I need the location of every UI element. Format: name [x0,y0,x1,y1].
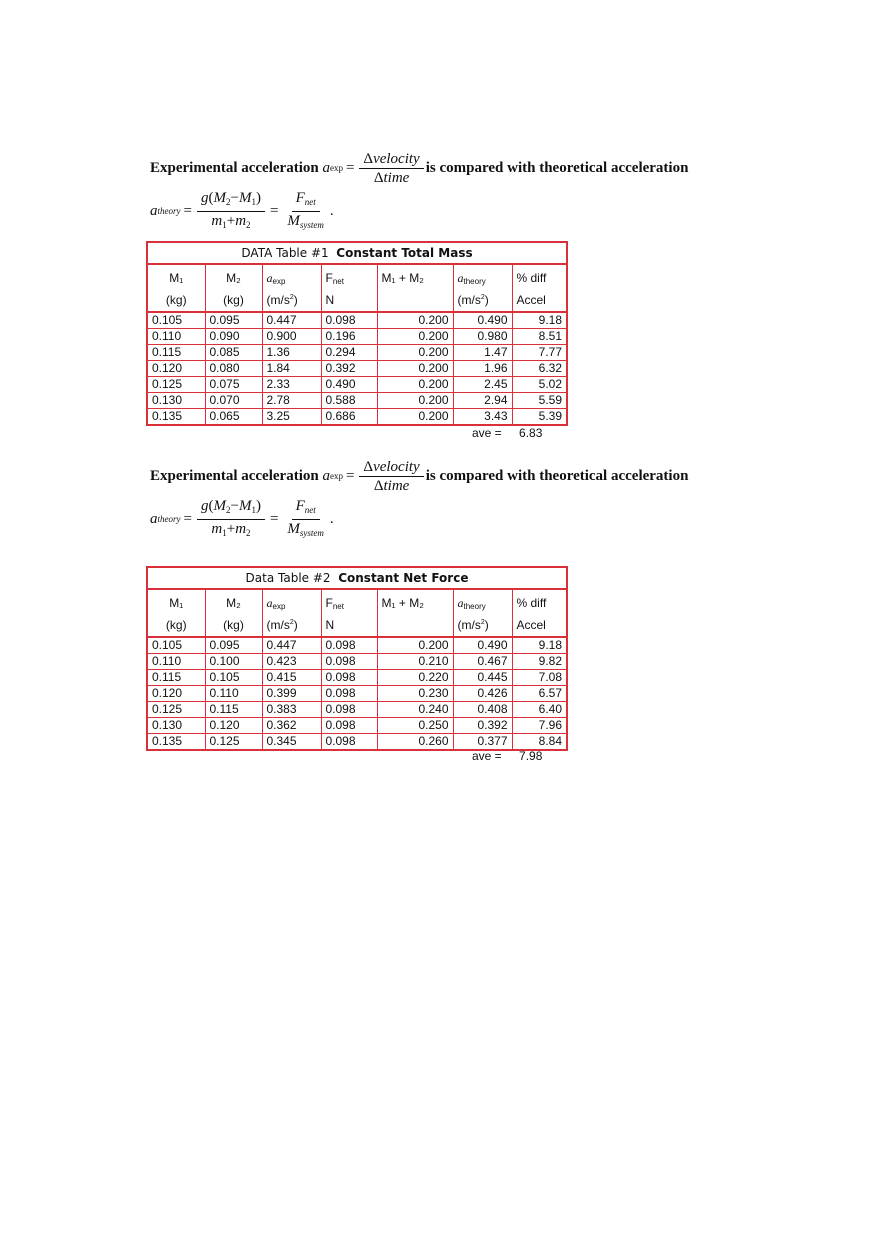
table-cell: 0.260 [377,734,453,750]
header-percent-diff: % diff [512,590,566,614]
table-cell: 0.080 [205,361,262,377]
table-cell: 0.210 [377,654,453,670]
a-theory-subscript: theory [157,206,181,216]
table-cell: 0.200 [377,377,453,393]
table-cell: 0.098 [321,686,377,702]
header-total-mass: M₁ + M₂ [377,265,453,289]
header-total-mass: M₁ + M₂ [377,590,453,614]
unit-m-s2: $(m/s^2)$ [262,614,321,637]
table-cell: 0.130 [148,718,205,734]
table-row [148,686,566,702]
table-row [148,393,566,409]
table-cell: 0.105 [148,637,205,654]
table-cell: 0.447 [262,637,321,654]
table-row [148,734,566,750]
table-cell: 0.408 [453,702,512,718]
header-f-net: Fnet [321,590,377,614]
unit-n: N [321,614,377,637]
table-cell: 0.230 [377,686,453,702]
header-f-net: Fnet [321,265,377,289]
table-cell: 0.115 [148,670,205,686]
table-cell: 0.200 [377,361,453,377]
table-cell: 0.070 [205,393,262,409]
table-cell: 0.120 [148,686,205,702]
table-row [148,312,566,329]
table-cell: 0.490 [321,377,377,393]
mass-difference-fraction: $\frac{g(M_2-M_1)}{m_1+m_2}$ [197,190,265,233]
table-cell: 0.125 [148,377,205,393]
net-force-fraction: $\frac{F_{net}}{M_{system}}$ [287,497,324,538]
table-cell: 0.392 [453,718,512,734]
table-cell: 0.065 [205,409,262,425]
table-cell: 8.84 [512,734,566,750]
table-cell: 5.02 [512,377,566,393]
table-cell: 0.362 [262,718,321,734]
table-cell: 0.115 [205,702,262,718]
table-cell: 6.57 [512,686,566,702]
table-cell: 0.135 [148,734,205,750]
table-cell: 7.77 [512,345,566,361]
table-cell: 8.51 [512,329,566,345]
table-cell: 0.345 [262,734,321,750]
table-cell: 0.686 [321,409,377,425]
header-m2: M₂ [205,590,262,614]
table-cell: 6.40 [512,702,566,718]
unit-kg: (kg) [148,289,205,312]
table-cell: 1.47 [453,345,512,361]
unit-n: N [321,289,377,312]
table-cell: 0.098 [321,718,377,734]
table-cell: 0.200 [377,409,453,425]
table-cell: 0.250 [377,718,453,734]
table-cell: 0.383 [262,702,321,718]
unit-empty [377,289,453,312]
table-cell: 0.220 [377,670,453,686]
table-cell: 0.240 [377,702,453,718]
data-table-2 [146,566,568,751]
table-cell: 9.82 [512,654,566,670]
table-1-grid [148,265,566,424]
header-m2: M₂ [205,265,262,289]
table-cell: 0.095 [205,312,262,329]
table-1-average [472,426,542,440]
table-cell: 9.18 [512,637,566,654]
table-cell: 2.94 [453,393,512,409]
header-percent-diff: % diff [512,265,566,289]
table-cell: 0.467 [453,654,512,670]
table-cell: 0.098 [321,670,377,686]
intro-lead: Experimental acceleration [150,159,319,176]
table-cell: 0.426 [453,686,512,702]
table-cell: 0.392 [321,361,377,377]
data-table-1 [146,241,568,426]
table-cell: 0.200 [377,345,453,361]
unit-kg: (kg) [205,614,262,637]
header-a-exp: aexp [262,590,321,614]
table-cell: 0.196 [321,329,377,345]
table-cell: 0.490 [453,312,512,329]
table-cell: 0.110 [205,686,262,702]
table-row [148,654,566,670]
table-cell: 0.445 [453,670,512,686]
table-cell: 1.96 [453,361,512,377]
velocity-over-time-fraction: $\frac{\text{Δvelocity}}{\text{Δtime}}$ [359,151,423,186]
table-cell: 6.32 [512,361,566,377]
table-cell: 0.447 [262,312,321,329]
table-cell: 0.090 [205,329,262,345]
unit-kg: (kg) [205,289,262,312]
table-cell: 0.110 [148,329,205,345]
unit-m-s2: $(m/s^2)$ [453,289,512,312]
a-symbol: a [322,159,330,176]
table-cell: 0.423 [262,654,321,670]
table-cell: 0.120 [205,718,262,734]
table-cell: 0.120 [148,361,205,377]
table-cell: 0.100 [205,654,262,670]
table-row [148,718,566,734]
unit-kg: (kg) [148,614,205,637]
net-force-fraction: $\frac{F_{net}}{M_{system}}$ [287,189,324,230]
table-cell: 0.200 [377,393,453,409]
table-cell: 2.33 [262,377,321,393]
table-1-title: DATA Table #1 Constant Total Mass [148,243,566,265]
table-2-grid [148,590,566,749]
table-cell: 0.900 [262,329,321,345]
table-cell: 0.588 [321,393,377,409]
table-cell: 5.59 [512,393,566,409]
table-cell: 0.130 [148,393,205,409]
table-2-title: Data Table #2 Constant Net Force [148,568,566,590]
table-cell: 0.085 [205,345,262,361]
table-cell: 0.105 [148,312,205,329]
table-row [148,670,566,686]
table-cell: 2.78 [262,393,321,409]
unit-accel: Accel [512,289,566,312]
table-cell: 0.075 [205,377,262,393]
table-cell: 0.098 [321,702,377,718]
table-cell: 0.110 [148,654,205,670]
table-cell: 9.18 [512,312,566,329]
table-cell: 0.095 [205,637,262,654]
table-cell: 1.36 [262,345,321,361]
table-cell: 0.098 [321,654,377,670]
table-row [148,377,566,393]
table-cell: 0.294 [321,345,377,361]
intro-compare: is compared with theoretical acceleration [425,159,689,176]
table-row [148,702,566,718]
velocity-over-time-fraction: $\frac{\text{Δvelocity}}{\text{Δtime}}$ [359,459,423,494]
unit-m-s2: $(m/s^2)$ [453,614,512,637]
table-cell: 7.08 [512,670,566,686]
table-cell: 5.39 [512,409,566,425]
table-cell: 0.415 [262,670,321,686]
table-cell: 0.200 [377,637,453,654]
mass-difference-fraction: $\frac{g(M_2-M_1)}{m_1+m_2}$ [197,498,265,541]
ave-label: ave = [472,426,502,440]
table-row [148,409,566,425]
header-a-exp: aexp [262,265,321,289]
header-a-theory: atheory [453,590,512,614]
table-cell: 0.125 [205,734,262,750]
table-row [148,329,566,345]
ave-value: 7.98 [519,749,543,763]
table-cell: 0.135 [148,409,205,425]
table-cell: 0.115 [148,345,205,361]
table-cell: 0.980 [453,329,512,345]
table-cell: 0.399 [262,686,321,702]
header-m1: M₁ [148,590,205,614]
ave-value: 6.83 [519,426,543,440]
table-cell: 0.098 [321,734,377,750]
table-cell: 0.490 [453,637,512,654]
ave-label: ave = [472,749,502,763]
unit-accel: Accel [512,614,566,637]
unit-empty [377,614,453,637]
table-cell: 7.96 [512,718,566,734]
table-cell: 0.377 [453,734,512,750]
table-cell: 2.45 [453,377,512,393]
table-row [148,361,566,377]
intro-formula-2: Experimental acceleration a exp = $\frac{\text{Δvelocity}}{\text{Δtime}}$ is compared with theoretical acceleration a theory = $\frac{g(M_2-M_1)}{m_1+m_2}$ = $\frac{F_{net}}{M_{system}}$ . [150,456,770,540]
header-a-theory: atheory [453,265,512,289]
header-m1: M₁ [148,265,205,289]
table-row [148,345,566,361]
intro-formula-1: Experimental acceleration a exp = $\frac{\text{Δvelocity}}{\text{Δtime}}$ is compared with theoretical acceleration a theory = $\frac{g(M_2-M_1)}{m_1+m_2}$ = $\frac{F_{net}}{M_{system}}$ . [150,148,770,232]
table-cell: 0.105 [205,670,262,686]
table-2-average [472,749,542,763]
table-cell: 3.43 [453,409,512,425]
table-cell: 1.84 [262,361,321,377]
a-exp-subscript: exp [329,163,343,173]
table-row [148,637,566,654]
table-cell: 3.25 [262,409,321,425]
table-cell: 0.098 [321,312,377,329]
table-cell: 0.200 [377,329,453,345]
table-cell: 0.125 [148,702,205,718]
table-cell: 0.098 [321,637,377,654]
table-cell: 0.200 [377,312,453,329]
unit-m-s2: $(m/s^2)$ [262,289,321,312]
